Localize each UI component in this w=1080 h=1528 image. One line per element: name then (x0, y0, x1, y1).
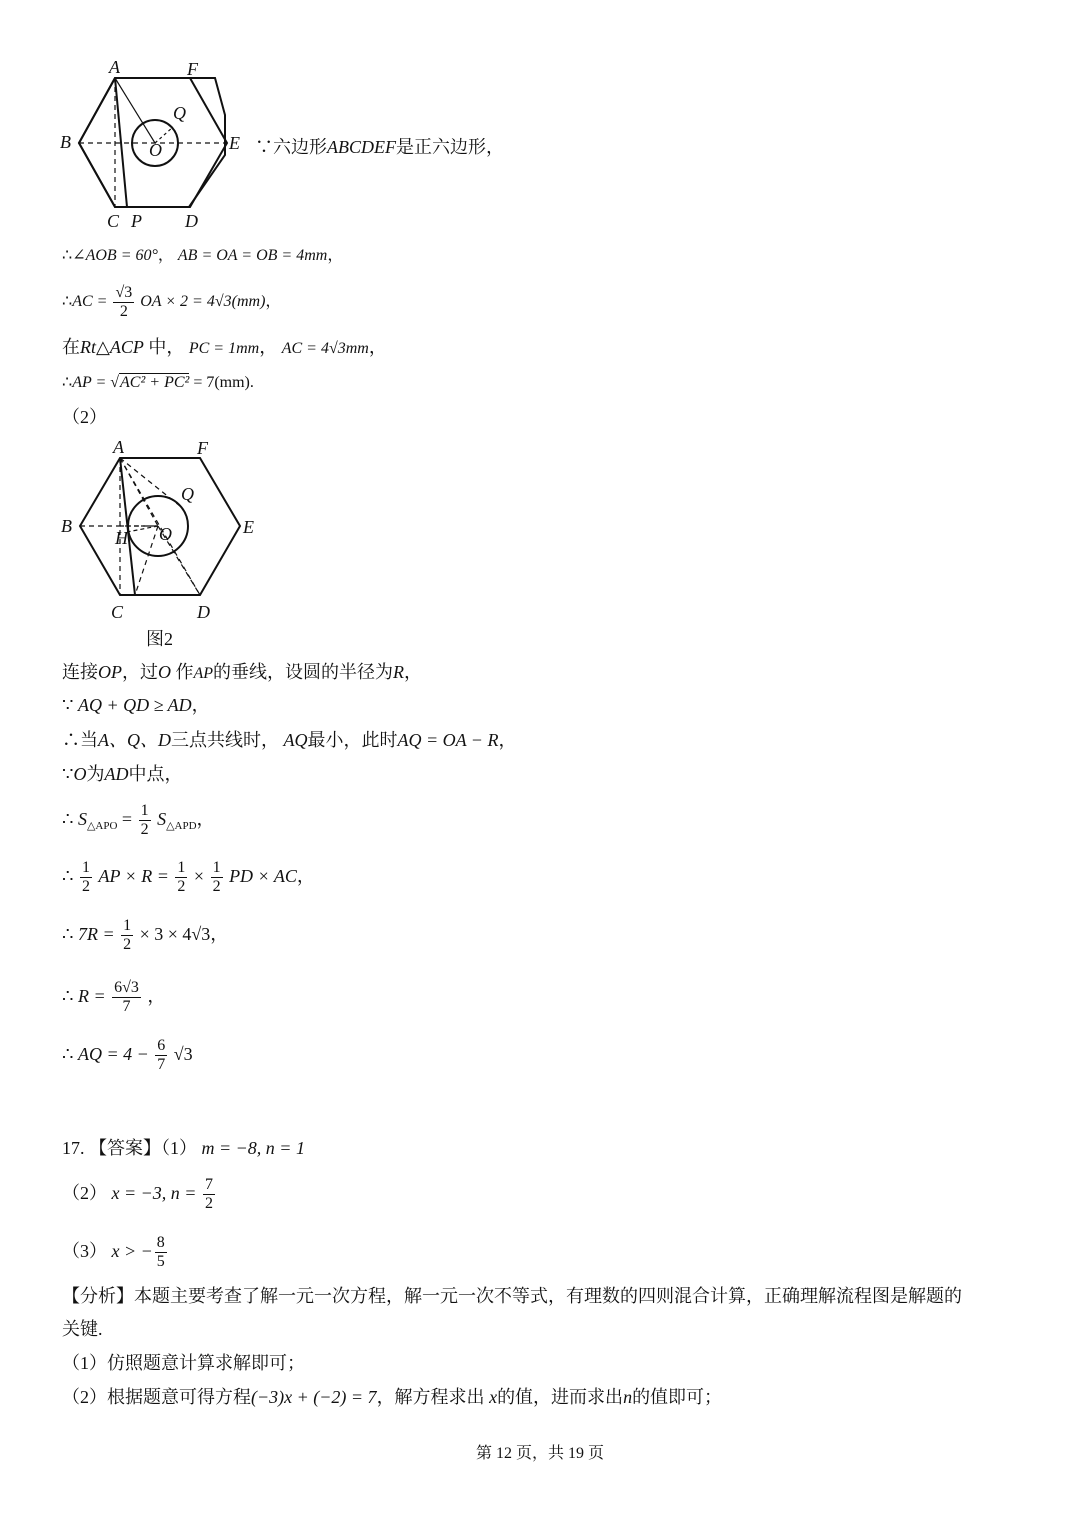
fig1-label-C: C (107, 211, 120, 231)
line-area-expand: ∴ $\frac{1}{2}$ AP × R = $\frac{1}{2}$ × $\frac{1}{2}$ PD × AC， (62, 859, 315, 896)
line-area-ratio: ∴ $S_{\triangle APO}$ = $\frac{1}{2}$ $S_{\triangle APD}$， (62, 802, 215, 839)
line-aq-value: ∴ AQ = 4 − $\frac{6}{7}$ √3 (62, 1037, 193, 1074)
fig1-label-F: F (187, 59, 198, 79)
line-ac-calc: ∴AC = $\frac{√3}{2}$ OA × 2 = 4√3(mm)， (62, 283, 282, 320)
fig2-label-H: H (115, 528, 128, 548)
line-angle-aob: ∴∠AOB = 60°， AB = OA = OB = 4mm， (62, 247, 344, 264)
q17-part2: （2） x = −3, n = $\frac{7}{2}$ (62, 1176, 213, 1213)
q17-analysis-line2: 关键. (62, 1319, 103, 1339)
line-rt-acp: 在Rt△ACP 中， PC = 1mm， AC = 4√3mm， (62, 337, 387, 357)
fig2-label-O: O (159, 524, 172, 544)
fig1-label-O: O (149, 140, 162, 160)
line-ap-result: ∴AP = √ AC² + PC² = 7(mm). (62, 372, 254, 394)
line-r-value: ∴ R = $\frac{6√3}{7}$ ， (62, 979, 166, 1016)
fig1-label-E: E (229, 133, 240, 153)
q17-part3: （3） x > − $\frac{8}{5}$ (62, 1234, 165, 1271)
hexagon-figure-1 (55, 55, 260, 235)
fig2-label-A: A (113, 437, 124, 457)
page-footer: 第 12 页，共 19 页 (475, 1445, 604, 1462)
part2-label: （2） (62, 407, 107, 427)
fig1-label-D: D (185, 211, 198, 231)
line-collinear: ∴当A、Q、D三点共线时， AQ最小，此时AQ = OA − R， (62, 730, 517, 750)
hexagon-figure-2 (55, 432, 265, 627)
fig2-label-Q: Q (181, 484, 194, 504)
line-aq-qd: ∵ AQ + QD ≥ AD， (62, 695, 210, 715)
fig1-label-Q: Q (173, 103, 186, 123)
line-connect-op: 连接OP，过O 作AP的垂线，设圆的半径为R， (62, 662, 423, 682)
fig1-label-P: P (131, 211, 142, 231)
fig2-label-C: C (111, 602, 124, 622)
fig1-label-A: A (109, 57, 120, 77)
figure-2-caption: 图2 (146, 629, 173, 649)
line-hexagon-statement: ∵六边形ABCDEF是正六边形， (255, 137, 504, 157)
line-7r: ∴ 7R = $\frac{1}{2}$ × 3 × 4√3， (62, 917, 229, 954)
fig2-label-D: D (197, 602, 210, 622)
fig2-label-F: F (197, 438, 208, 458)
fig2-label-E: E (243, 517, 254, 537)
q17-analysis-step2: （2）根据题意可得方程(−3)x + (−2) = 7，解方程求出 x的值，进而求出n的值即可； (62, 1387, 723, 1407)
q17-answer-line: 17. 【答案】（1） m = −8, n = 1 (62, 1138, 305, 1158)
q17-analysis-line1: 【分析】本题主要考查了解一元一次方程，解一元一次不等式，有理数的四则混合计算，正确理解流程图是解题的 (62, 1286, 962, 1306)
line-midpoint: ∵O为AD中点， (62, 764, 183, 784)
fig2-label-B: B (61, 516, 72, 536)
q17-analysis-step1: （1）仿照题意计算求解即可； (62, 1353, 305, 1373)
fig1-label-B: B (60, 132, 71, 152)
